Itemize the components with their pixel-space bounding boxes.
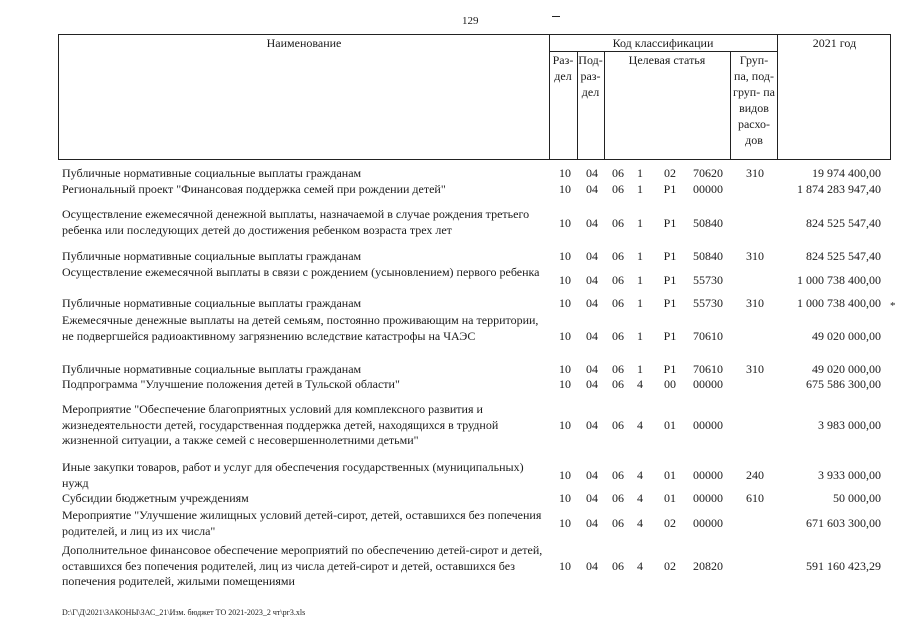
code-r: 10 (559, 362, 571, 376)
code-d: 00000 (693, 377, 723, 391)
table-row (0, 249, 905, 265)
row-name: Публичные нормативные социальные выплаты гражданам (62, 249, 362, 263)
code-b: 1 (637, 249, 643, 263)
code-p: 04 (586, 273, 598, 287)
row-amount: 49 020 000,00 (812, 362, 881, 376)
code-p: 04 (586, 216, 598, 230)
code-c: 01 (664, 418, 676, 432)
code-c: P1 (663, 273, 677, 287)
code-d: 00000 (693, 182, 723, 196)
code-r: 10 (559, 559, 571, 573)
code-p: 04 (586, 362, 598, 376)
code-a: 06 (612, 491, 624, 505)
code-r: 10 (559, 249, 571, 263)
code-d: 70610 (693, 362, 723, 376)
code-c: 01 (664, 468, 676, 482)
table-row (0, 362, 905, 378)
code-a: 06 (612, 249, 624, 263)
header-group: Груп- па, под- груп- па видов расхо- дов (733, 53, 775, 147)
row-name: Осуществление ежемесячной выплаты в связи с рождением (усыновлением) первого ребенка (62, 265, 540, 279)
table-row (0, 508, 905, 540)
margin-mark: * (890, 300, 896, 312)
code-a: 06 (612, 418, 624, 432)
code-r: 10 (559, 516, 571, 530)
code-b: 4 (637, 516, 643, 530)
code-c: P1 (663, 329, 677, 343)
code-b: 4 (637, 377, 643, 391)
code-d: 50840 (693, 249, 723, 263)
code-b: 4 (637, 468, 643, 482)
row-name: Иные закупки товаров, работ и услуг для обеспечения государственных (муниципальных) нужд (62, 460, 524, 490)
code-d: 00000 (693, 491, 723, 505)
table-row (0, 313, 905, 360)
code-p: 04 (586, 249, 598, 263)
page-number: 129 (462, 15, 479, 27)
row-name: Региональный проект "Финансовая поддержка семей при рождении детей" (62, 182, 446, 196)
code-g: 310 (746, 166, 764, 180)
row-amount: 675 586 300,00 (806, 377, 881, 391)
header-target: Целевая статья (628, 53, 706, 67)
code-c: 02 (664, 516, 676, 530)
table-row (0, 265, 905, 296)
row-amount: 19 974 400,00 (812, 166, 881, 180)
code-a: 06 (612, 468, 624, 482)
code-a: 06 (612, 362, 624, 376)
row-name: Мероприятие "Улучшение жилищных условий детей-сирот, детей, оставшихся без попечения родителей, и лиц из их числа" (62, 508, 542, 538)
code-c: 02 (664, 166, 676, 180)
code-p: 04 (586, 296, 598, 310)
table-row (0, 377, 905, 393)
row-name: Публичные нормативные социальные выплаты гражданам (62, 362, 362, 376)
code-b: 4 (637, 559, 643, 573)
code-p: 04 (586, 329, 598, 343)
code-r: 10 (559, 273, 571, 287)
code-p: 04 (586, 468, 598, 482)
header-razdel: Раз- дел (552, 53, 574, 83)
code-a: 06 (612, 329, 624, 343)
table-row (0, 296, 905, 312)
code-r: 10 (559, 468, 571, 482)
row-amount: 1 000 738 400,00 (797, 296, 881, 310)
code-r: 10 (559, 216, 571, 230)
code-d: 55730 (693, 296, 723, 310)
row-amount: 3 933 000,00 (818, 468, 881, 482)
code-r: 10 (559, 491, 571, 505)
row-name: Ежемесячные денежные выплаты на детей семьям, постоянно проживающим на территории, не подвергшейся радиоактивному загрязнению вследствие катастрофы на ЧАЭС (62, 313, 539, 343)
code-p: 04 (586, 182, 598, 196)
code-a: 06 (612, 216, 624, 230)
code-d: 00000 (693, 516, 723, 530)
code-b: 1 (637, 362, 643, 376)
code-p: 04 (586, 559, 598, 573)
row-amount: 671 603 300,00 (806, 516, 881, 530)
code-r: 10 (559, 377, 571, 391)
row-amount: 824 525 547,40 (806, 216, 881, 230)
code-c: 00 (664, 377, 676, 391)
code-p: 04 (586, 516, 598, 530)
row-amount: 3 983 000,00 (818, 418, 881, 432)
code-a: 06 (612, 377, 624, 391)
row-name: Осуществление ежемесячной денежной выплаты, назначаемой в случае рождения третьего ребенка или последующих детей до достижения ребенком возраста трех лет (62, 207, 530, 237)
code-r: 10 (559, 182, 571, 196)
code-r: 10 (559, 166, 571, 180)
code-a: 06 (612, 166, 624, 180)
table-row (0, 166, 905, 182)
code-b: 1 (637, 182, 643, 196)
code-a: 06 (612, 516, 624, 530)
row-amount: 1 874 283 947,40 (797, 182, 881, 196)
table-row (0, 207, 905, 241)
code-c: P1 (663, 182, 677, 196)
row-amount: 591 160 423,29 (806, 559, 881, 573)
code-d: 20820 (693, 559, 723, 573)
code-a: 06 (612, 182, 624, 196)
code-r: 10 (559, 296, 571, 310)
row-name: Публичные нормативные социальные выплаты гражданам (62, 296, 362, 310)
code-g: 610 (746, 491, 764, 505)
table-row (0, 460, 905, 491)
code-b: 1 (637, 166, 643, 180)
code-d: 70610 (693, 329, 723, 343)
row-name: Дополнительное финансовое обеспечение мероприятий по обеспечению детей-сирот и детей, оставшихся без попечения родителей, лиц из числа детей-сирот и детей, оставшихся без попечения родителей, жилыми помещениями (62, 543, 543, 588)
code-c: 01 (664, 491, 676, 505)
code-b: 4 (637, 491, 643, 505)
row-name: Публичные нормативные социальные выплаты гражданам (62, 166, 362, 180)
header-code: Код классификации (612, 36, 714, 50)
code-c: 02 (664, 559, 676, 573)
code-d: 00000 (693, 468, 723, 482)
code-p: 04 (586, 377, 598, 391)
code-b: 1 (637, 329, 643, 343)
table-row (0, 491, 905, 507)
code-g: 310 (746, 296, 764, 310)
header-name: Наименование (266, 36, 342, 50)
header-year: 2021 год (812, 36, 857, 50)
code-d: 55730 (693, 273, 723, 287)
code-b: 4 (637, 418, 643, 432)
code-b: 1 (637, 273, 643, 287)
code-c: P1 (663, 216, 677, 230)
code-d: 00000 (693, 418, 723, 432)
header-podrazdel: Под- раз- дел (578, 53, 603, 99)
table-row (0, 402, 905, 450)
code-r: 10 (559, 418, 571, 432)
code-g: 310 (746, 362, 764, 376)
code-d: 70620 (693, 166, 723, 180)
row-amount: 1 000 738 400,00 (797, 273, 881, 287)
code-a: 06 (612, 273, 624, 287)
code-a: 06 (612, 559, 624, 573)
code-b: 1 (637, 216, 643, 230)
code-g: 240 (746, 468, 764, 482)
code-c: P1 (663, 249, 677, 263)
code-c: P1 (663, 296, 677, 310)
code-d: 50840 (693, 216, 723, 230)
row-amount: 49 020 000,00 (812, 329, 881, 343)
table-row (0, 182, 905, 198)
code-p: 04 (586, 491, 598, 505)
row-name: Подпрограмма "Улучшение положения детей в Тульской области" (62, 377, 400, 391)
code-p: 04 (586, 418, 598, 432)
top-dash-mark (552, 16, 560, 17)
code-a: 06 (612, 296, 624, 310)
row-amount: 50 000,00 (833, 491, 881, 505)
code-r: 10 (559, 329, 571, 343)
table-row (0, 543, 905, 590)
row-name: Мероприятие "Обеспечение благоприятных условий для комплексного развития и жизнедеятельности детей, государственная поддержка детей, находящихся в трудной жизненной ситуации, а также семей с несовершеннолетними детьми" (62, 402, 499, 447)
table-header (58, 34, 891, 160)
code-b: 1 (637, 296, 643, 310)
footer-path: D:\Г\Д\2021\ЗАКОНЫ\ЗАС_21\Изм. бюджет ТО 2021-2023_2 чт\рг3.xls (62, 608, 306, 617)
row-name: Субсидии бюджетным учреждениям (62, 491, 249, 505)
code-p: 04 (586, 166, 598, 180)
row-amount: 824 525 547,40 (806, 249, 881, 263)
code-g: 310 (746, 249, 764, 263)
code-c: P1 (663, 362, 677, 376)
